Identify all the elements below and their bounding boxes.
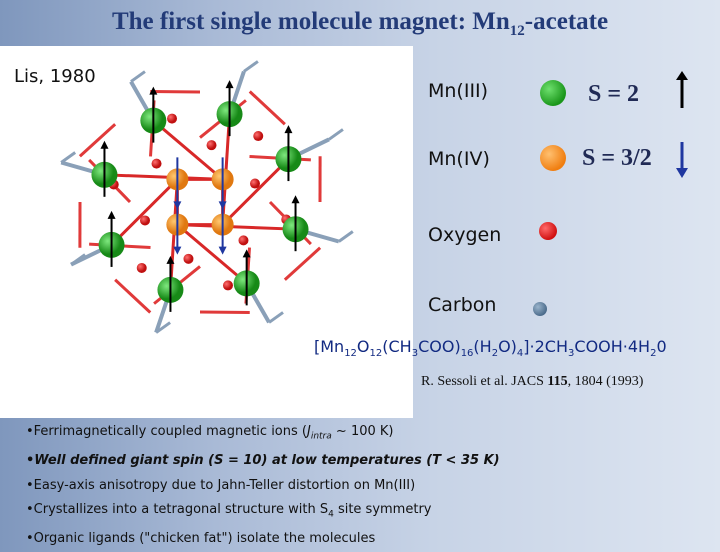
reference-citation: R. Sessoli et al. JACS 115, 1804 (1993) — [421, 374, 643, 390]
mn-o-bond — [223, 159, 289, 225]
legend-label-mn3: Mn(III) — [428, 80, 488, 102]
carbon-chain — [339, 232, 353, 242]
spin-down-arrowhead — [173, 247, 181, 255]
carbon-color-dot — [533, 302, 547, 316]
spin-label-mn3: S = 2 — [588, 81, 639, 108]
oxygen-bond — [115, 280, 150, 313]
spin-down-arrowhead — [219, 247, 227, 255]
oxygen-bond — [285, 248, 320, 280]
chemical-formula: $[Mn_{12}O_{12}(CH_3COO)_{16}(H_2O)_4]\cdot 2CH_3COOH\cdot 4H_20$ — [314, 337, 667, 359]
bullet-list — [26, 420, 500, 552]
carbon-chain — [329, 129, 343, 139]
oxygen-atom — [223, 280, 233, 290]
oxygen-atom — [167, 114, 177, 124]
mn4-color-dot — [540, 145, 566, 171]
oxygen-atom — [152, 159, 162, 169]
spin-label-mn4: S = 3/2 — [582, 145, 652, 172]
bullet-item: •Organic ligands ("chicken fat") isolate the molecules — [26, 527, 500, 552]
oxygen-atom — [253, 131, 263, 141]
mn12-molecule-structure — [20, 52, 380, 342]
oxygen-color-dot — [539, 222, 557, 240]
oxygen-atom — [137, 263, 147, 273]
oxygen-atom — [250, 179, 260, 189]
spin-up-arrowhead — [100, 141, 108, 149]
bullet-item: •Well defined giant spin (S = 10) at low temperatures (T < 35 K) — [26, 449, 500, 474]
spin-down-arrowhead — [219, 201, 227, 209]
carbon-chain — [244, 61, 258, 71]
spin-up-arrowhead — [108, 211, 116, 219]
legend-label-carbon: Carbon — [428, 294, 496, 316]
bullet-item: •Easy-axis anisotropy due to Jahn-Teller distortion on Mn(III) — [26, 474, 500, 499]
oxygen-bond — [250, 92, 285, 125]
bullet-item: •Crystallizes into a tetragonal structure with $S_4$ site symmetry — [26, 498, 500, 527]
carbon-chain — [269, 312, 283, 322]
attribution-label: Lis, 1980 — [14, 66, 96, 87]
bullet-item: •Ferrimagnetically coupled magnetic ions ($J_{intra}$ ~ 100 K) — [26, 420, 500, 449]
oxygen-atom — [183, 254, 193, 264]
oxygen-atom — [140, 215, 150, 225]
carbon-chain — [131, 72, 145, 82]
oxygen-atom — [238, 235, 248, 245]
spin-up-arrowhead — [284, 125, 292, 133]
oxygen-bond — [80, 124, 115, 156]
spin-up-arrow-icon — [674, 70, 690, 110]
spin-up-arrowhead — [226, 80, 234, 88]
slide-title: The first single molecule magnet: $Mn_{12}$-acetate — [0, 8, 720, 40]
spin-up-arrowhead — [292, 195, 300, 203]
carbon-chain — [61, 152, 75, 162]
legend-label-mn4: Mn(IV) — [428, 148, 490, 170]
mn3-color-dot — [540, 80, 566, 106]
spin-down-arrow-icon — [674, 140, 690, 180]
mn-o-bond — [112, 179, 178, 245]
oxygen-atom — [207, 140, 217, 150]
legend-label-oxygen: Oxygen — [428, 224, 501, 246]
